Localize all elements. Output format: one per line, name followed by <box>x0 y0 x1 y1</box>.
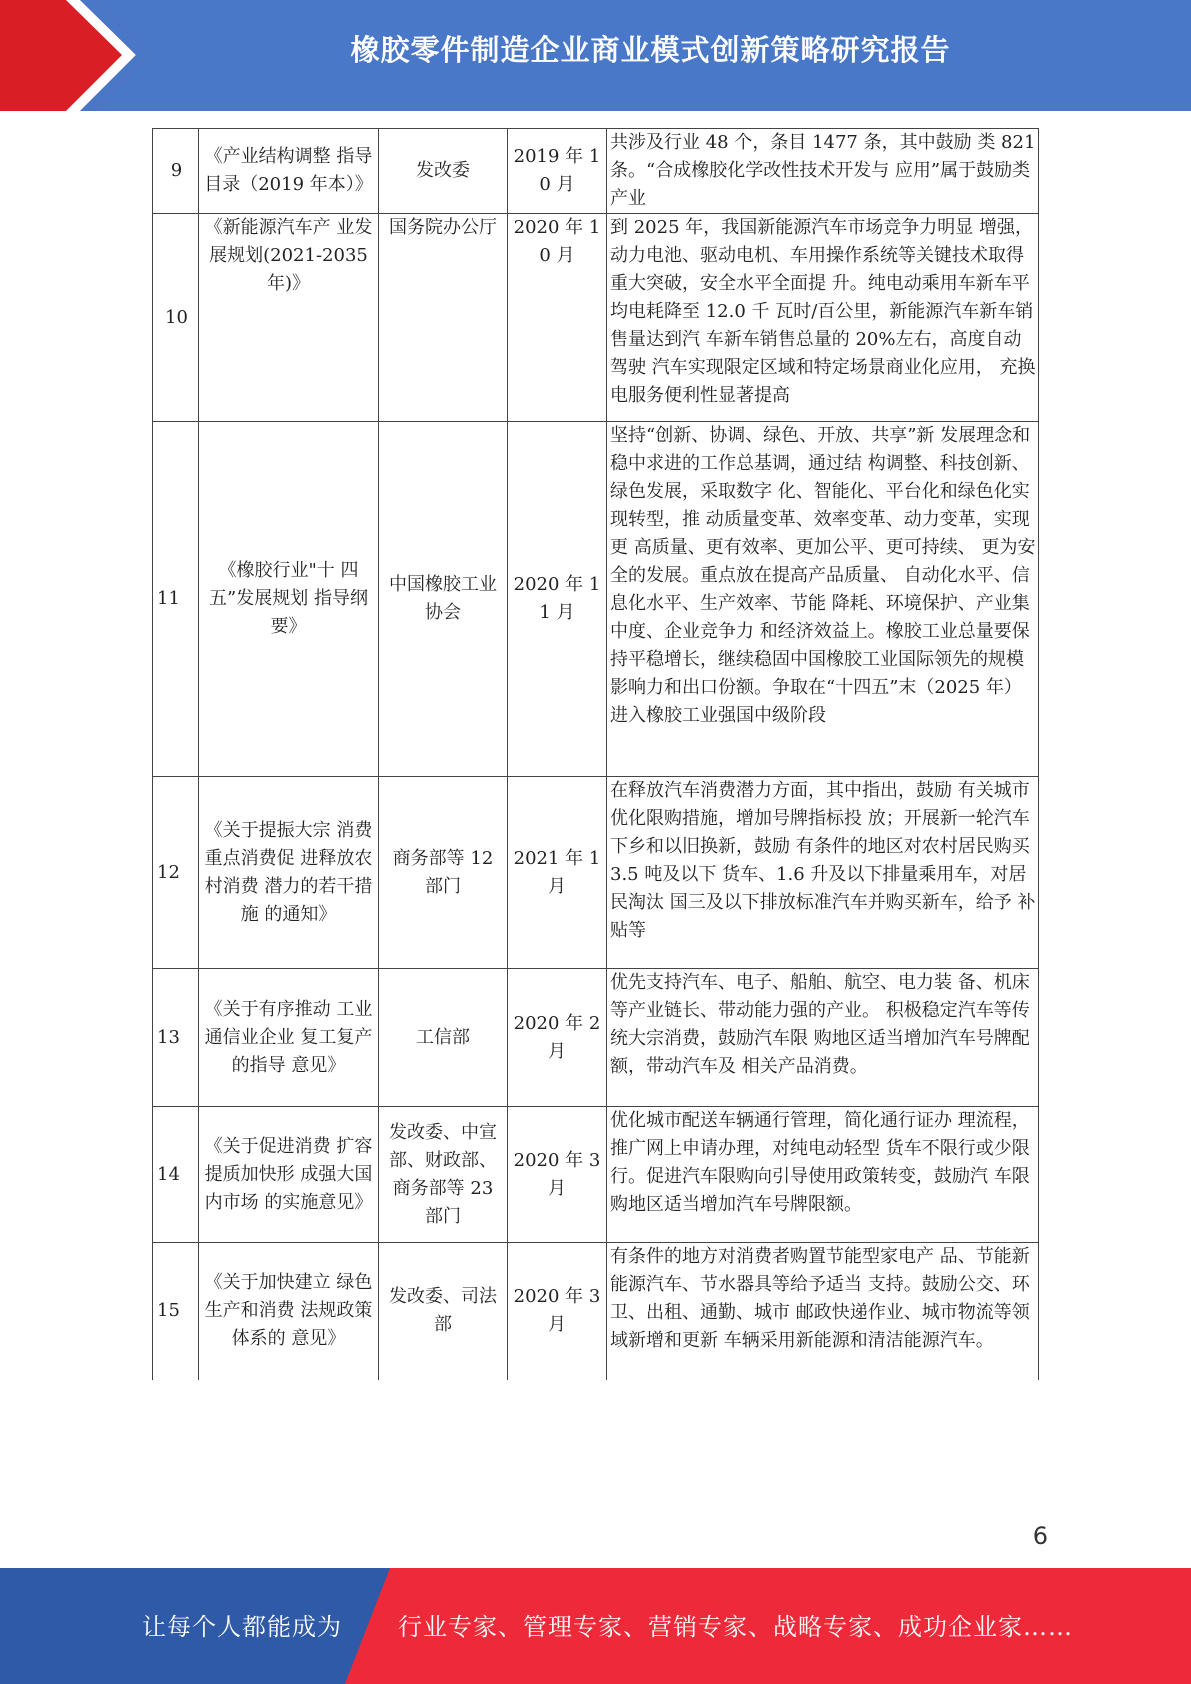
table-row <box>153 969 1039 1107</box>
issuing-department: 发改委 <box>379 129 508 214</box>
issue-date: 2019 年 10 月 <box>508 129 607 214</box>
footer-slogan-left: 让每个人都能成为 <box>142 1613 342 1641</box>
report-title: 橡胶零件制造企业商业模式创新策略研究报告 <box>350 33 951 67</box>
issuing-department: 发改委、司法部 <box>379 1243 508 1380</box>
row-number: 11 <box>153 422 199 777</box>
table-row <box>153 422 1039 777</box>
issue-date: 2020 年 3 月 <box>508 1107 607 1243</box>
issue-date: 2020 年 11 月 <box>508 422 607 777</box>
row-number: 10 <box>153 214 199 422</box>
issuing-department: 国务院办公厅 <box>379 214 508 422</box>
issuing-department: 发改委、中宣部、财政部、商务部等 23 部门 <box>379 1107 508 1243</box>
policy-name: 《产业结构调整 指导目录（2019 年本）》 <box>199 129 379 214</box>
issuing-department: 中国橡胶工业协会 <box>379 422 508 777</box>
policy-content: 有条件的地方对消费者购置节能型家电产 品、节能新能源汽车、节水器具等给予适当 支持。鼓励公交、环卫、出租、通勤、城市 邮政快递作业、城市物流等领域新增和更新 车辆采用新能源和清洁能源汽车。 <box>607 1243 1039 1380</box>
table-row <box>153 129 1039 214</box>
row-number: 14 <box>153 1107 199 1243</box>
policy-name: 《关于加快建立 绿色生产和消费 法规政策体系的 意见》 <box>199 1243 379 1380</box>
row-number: 13 <box>153 969 199 1107</box>
page-number: 6 <box>1032 1522 1048 1550</box>
table-row <box>153 214 1039 422</box>
table-row <box>153 1107 1039 1243</box>
issuing-department: 工信部 <box>379 969 508 1107</box>
policy-name: 《关于有序推动 工业通信业企业 复工复产的指导 意见》 <box>199 969 379 1107</box>
table-row <box>153 777 1039 969</box>
row-number: 15 <box>153 1243 199 1380</box>
policy-name: 《新能源汽车产 业发展规划(2021-2035 年)》 <box>199 214 379 422</box>
policy-name: 《关于提振大宗 消费重点消费促 进释放农村消费 潜力的若干措施 的通知》 <box>199 777 379 969</box>
policy-name: 《橡胶行业"十 四五”发展规划 指导纲要》 <box>199 422 379 777</box>
policy-table <box>152 128 1039 1380</box>
page-header <box>0 0 1191 111</box>
header-arrow-logo <box>0 0 150 111</box>
policy-content: 共涉及行业 48 个，条目 1477 条，其中鼓励 类 821 条。“合成橡胶化学改性技术开发与 应用”属于鼓励类产业 <box>607 129 1039 214</box>
issue-date: 2021 年 1 月 <box>508 777 607 969</box>
policy-content: 到 2025 年，我国新能源汽车市场竞争力明显 增强，动力电池、驱动电机、车用操作系统等关键技术取得重大突破，安全水平全面提 升。纯电动乘用车新车平均电耗降至 12.0 千 瓦时/百公里，新能源汽车新车销售量达到汽 车新车销售总量的 20%左右，高度自动驾驶 汽车实现限定区域和特定场景商业化应用， 充换电服务便利性显著提高 <box>607 214 1039 422</box>
footer-slogan-right: 行业专家、管理专家、营销专家、战略专家、成功企业家…… <box>398 1613 1073 1641</box>
policy-content: 在释放汽车消费潜力方面，其中指出，鼓励 有关城市优化限购措施，增加号牌指标投 放；开展新一轮汽车下乡和以旧换新，鼓励 有条件的地区对农村居民购买 3.5 吨及以下 货车、1.6 升及以下排量乘用车，对居民淘汰 国三及以下排放标准汽车并购买新车，给予 补贴等 <box>607 777 1039 969</box>
issue-date: 2020 年 10 月 <box>508 214 607 422</box>
page-footer <box>0 1568 1191 1684</box>
policy-content: 优先支持汽车、电子、船舶、航空、电力装 备、机床等产业链长、带动能力强的产业。 积极稳定汽车等传统大宗消费，鼓励汽车限 购地区适当增加汽车号牌配额，带动汽车及 相关产品消费。 <box>607 969 1039 1107</box>
issue-date: 2020 年 3 月 <box>508 1243 607 1380</box>
table-row <box>153 1243 1039 1380</box>
policy-content: 坚持“创新、协调、绿色、开放、共享”新 发展理念和稳中求进的工作总基调，通过结 构调整、科技创新、绿色发展，采取数字 化、智能化、平台化和绿色化实现转型，推 动质量变革、效率变革、动力变革，实现更 高质量、更有效率、更加公平、更可持续、 更为安全的发展。重点放在提高产品质量、 自动化水平、信息化水平、生产效率、节能 降耗、环境保护、产业集中度、企业竞争力 和经济效益上。橡胶工业总量要保持平稳增长，继续稳固中国橡胶工业国际领先的规模 影响力和出口份额。争取在“十四五”末（2025 年）进入橡胶工业强国中级阶段 <box>607 422 1039 777</box>
policy-content: 优化城市配送车辆通行管理，简化通行证办 理流程，推广网上申请办理，对纯电动轻型 货车不限行或少限行。促进汽车限购向引导使用政策转变，鼓励汽 车限购地区适当增加汽车号牌限额。 <box>607 1107 1039 1243</box>
issuing-department: 商务部等 12 部门 <box>379 777 508 969</box>
policy-name: 《关于促进消费 扩容提质加快形 成强大国内市场 的实施意见》 <box>199 1107 379 1243</box>
issue-date: 2020 年 2 月 <box>508 969 607 1107</box>
row-number: 9 <box>153 129 199 214</box>
row-number: 12 <box>153 777 199 969</box>
